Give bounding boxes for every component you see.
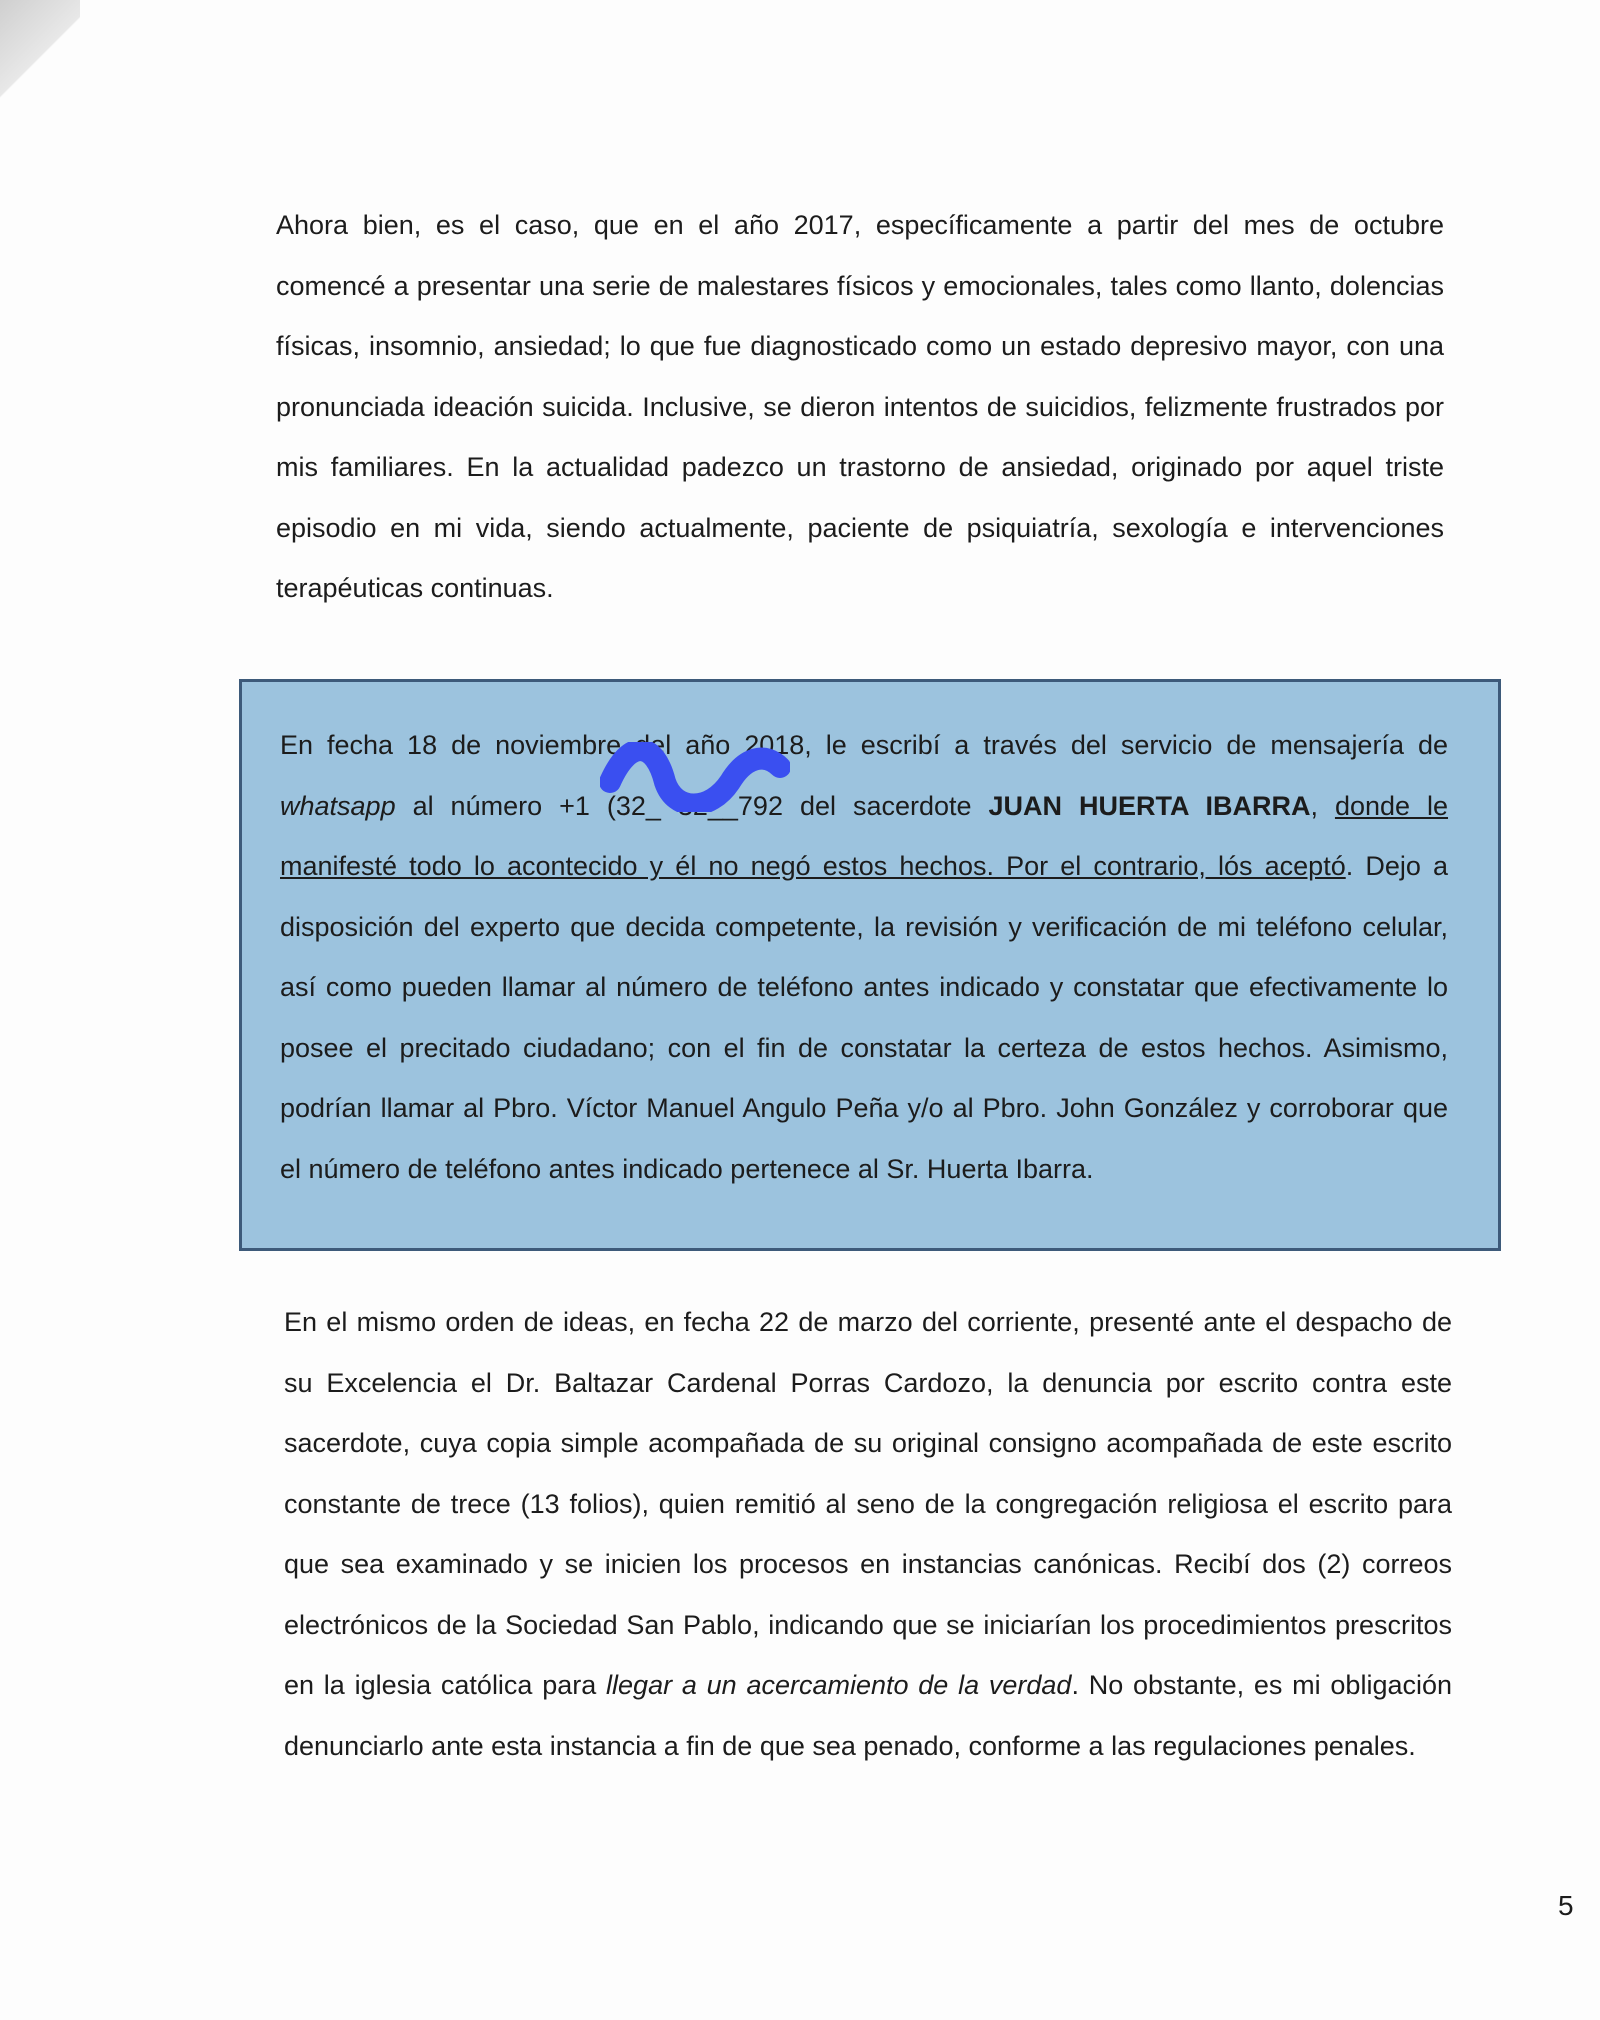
page-number: 5 [1558,1890,1574,1921]
redaction-scribble [600,742,790,812]
text: . Dejo a disposición del experto que decida competente, la revisión y verificación de mi teléfono celular, así como pueden llamar al número de teléfono antes indicado y constatar que efectivamente lo posee el precitado ciudadano; con el fin de constatar la certeza de estos hechos. Asimismo, podrían llamar al Pbro. Víctor Manuel Angulo Peña y/o al Pbro. John González y corroborar que el número de teléfono antes indicado pertenece al Sr. Huerta Ibarra. [280,851,1448,1184]
phone-number: +1 (32_ 32__792 [559,790,783,821]
text: del sacerdote [782,790,989,821]
underlined-text: donde le manifesté todo lo acontecido y él no negó estos hechos. Por el contrario, lós aceptó [280,790,1449,881]
paragraph-whatsapp [280,715,1448,1199]
paragraph-symptoms: Ahora bien, es el caso, que en el año 2017, específicamente a partir del mes de octubre comencé a presentar una serie de malestares físicos y emocionales, tales como llanto, dolencias físicas, insomnio, ansiedad; lo que fue diagnosticado como un estado depresivo mayor, con una pronunciada ideación suicida. Inclusive, se dieron intentos de suicidios, felizmente frustrados por mis familiares. En la actualidad padezco un trastorno de ansiedad, originado por aquel triste episodio en mi vida, siendo actualmente, paciente de psiquiatría, sexología e intervenciones terapéuticas continuas. [276,210,1444,603]
italic-text: llegar a un acercamiento de la verdad [606,1670,1072,1700]
app-name: whatsapp [280,790,396,821]
text: En fecha 18 de noviembre del año 2018, le escribí a través del servicio de mensajería de [280,730,1448,760]
text: al número [395,790,560,821]
text: , [1310,790,1335,821]
paragraph-complaint [284,1292,1452,1776]
scanned-page-corner [0,0,80,160]
text: En el mismo orden de ideas, en fecha 22 de marzo del corriente, presenté ante el despacho de su Excelencia el Dr. Baltazar Cardenal Porras Cardozo, la denuncia por escrito contra este sacerdote, cuya copia simple acompañada de su original consigno acompañada de este escrito constante de trece (13 folios), quien remitió al seno de la congregación religiosa el escrito para que sea examinado y se inicien los procesos en instancias canónicas. Recibí dos (2) correos electrónicos de la Sociedad San Pablo, indicando que se iniciarían los procedimientos prescritos en la iglesia católica para [284,1307,1452,1700]
text: . No obstante, es mi obligación denunciarlo ante esta instancia a fin de que sea penado, conforme a las regulaciones penales. [284,1670,1453,1761]
priest-name: JUAN HUERTA IBARRA [988,790,1311,821]
